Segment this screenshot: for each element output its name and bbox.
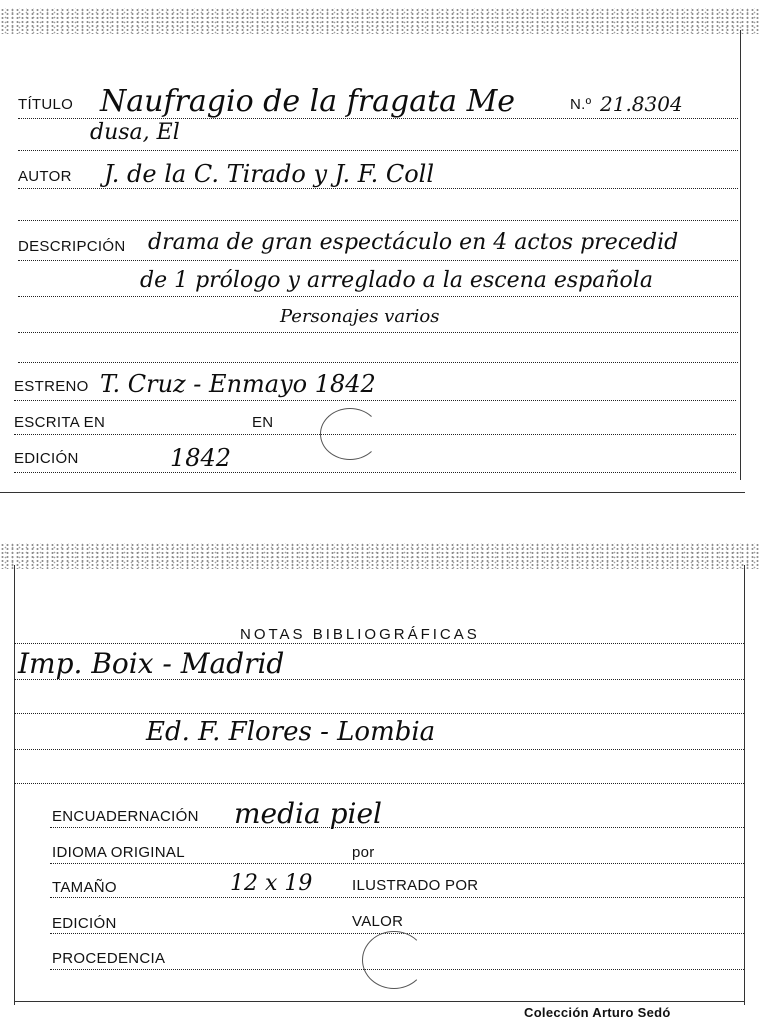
card-right-border [740, 30, 741, 480]
rule-idioma [50, 863, 744, 864]
value-descripcion-line2: de 1 prólogo y arreglado a la escena española [140, 268, 653, 293]
label-por: por [352, 844, 375, 861]
value-edicion-card1: 1842 [170, 444, 232, 472]
stamp-circle-2 [362, 931, 426, 989]
rule-tamano [50, 897, 744, 898]
label-escrita-en: ESCRITA EN [14, 414, 106, 431]
rule-notes-3 [14, 749, 744, 750]
value-estreno: T. Cruz - Enmayo 1842 [100, 370, 376, 398]
label-estreno: ESTRENO [14, 378, 89, 395]
rule-procedencia [50, 969, 744, 970]
rule-notes-1 [14, 679, 744, 680]
rule-notes-2 [14, 713, 744, 714]
value-notes-line2: Ed. F. Flores - Lombia [146, 717, 436, 747]
label-numero: N.º [570, 96, 592, 113]
card2-right-border [744, 565, 745, 1005]
value-titulo-line1: Naufragio de la fragata Me [100, 84, 516, 119]
rule-edicion-card1 [14, 472, 736, 473]
value-encuadernacion: media piel [234, 797, 382, 830]
label-encuadernacion: ENCUADERNACIÓN [52, 808, 199, 825]
card2-left-border [14, 565, 15, 1005]
value-notes-line1: Imp. Boix - Madrid [18, 647, 285, 680]
label-edicion-card2: EDICIÓN [52, 915, 117, 932]
rule-estreno [14, 400, 736, 401]
rule-heading [14, 643, 744, 644]
rule-autor-2 [18, 220, 738, 221]
value-descripcion-line1: drama de gran espectáculo en 4 actos precedid [148, 230, 679, 255]
rule-escrita-en [14, 434, 736, 435]
card-bottom-border [0, 492, 745, 493]
value-numero: 21.8304 [600, 92, 683, 116]
label-descripcion: DESCRIPCIÓN [18, 238, 126, 255]
card-bottom-edge-noise [0, 543, 759, 569]
label-valor: VALOR [352, 913, 404, 930]
value-descripcion-line3: Personajes varios [280, 306, 440, 327]
label-en: EN [252, 414, 274, 431]
rule-descripcion-2 [18, 296, 738, 297]
label-edicion-card1: EDICIÓN [14, 450, 79, 467]
label-ilustrado-por: ILUSTRADO POR [352, 877, 479, 894]
label-autor: AUTOR [18, 168, 72, 185]
footer-coleccion: Colección Arturo Sedó [524, 1005, 671, 1020]
value-titulo-line2: dusa, El [90, 120, 180, 145]
card-top-edge-noise [0, 8, 759, 34]
catalog-card-bottom [0, 535, 759, 1028]
rule-descripcion [18, 260, 738, 261]
value-tamano: 12 x 19 [230, 871, 313, 896]
label-titulo: TÍTULO [18, 96, 74, 113]
rule-descripcion-3 [18, 332, 738, 333]
rule-notes-4 [14, 783, 744, 784]
rule-encuadernacion [50, 827, 744, 828]
rule-titulo-2 [18, 150, 738, 151]
card2-bottom-border [14, 1001, 744, 1002]
rule-descripcion-4 [18, 362, 738, 363]
catalog-card-top [0, 0, 759, 492]
label-procedencia: PROCEDENCIA [52, 950, 166, 967]
label-idioma-original: IDIOMA ORIGINAL [52, 844, 185, 861]
rule-titulo [18, 118, 738, 119]
label-tamano: TAMAÑO [52, 879, 117, 896]
rule-autor [18, 188, 738, 189]
value-autor: J. de la C. Tirado y J. F. Coll [104, 160, 435, 188]
heading-notas-bibliograficas: NOTAS BIBLIOGRÁFICAS [240, 626, 480, 643]
